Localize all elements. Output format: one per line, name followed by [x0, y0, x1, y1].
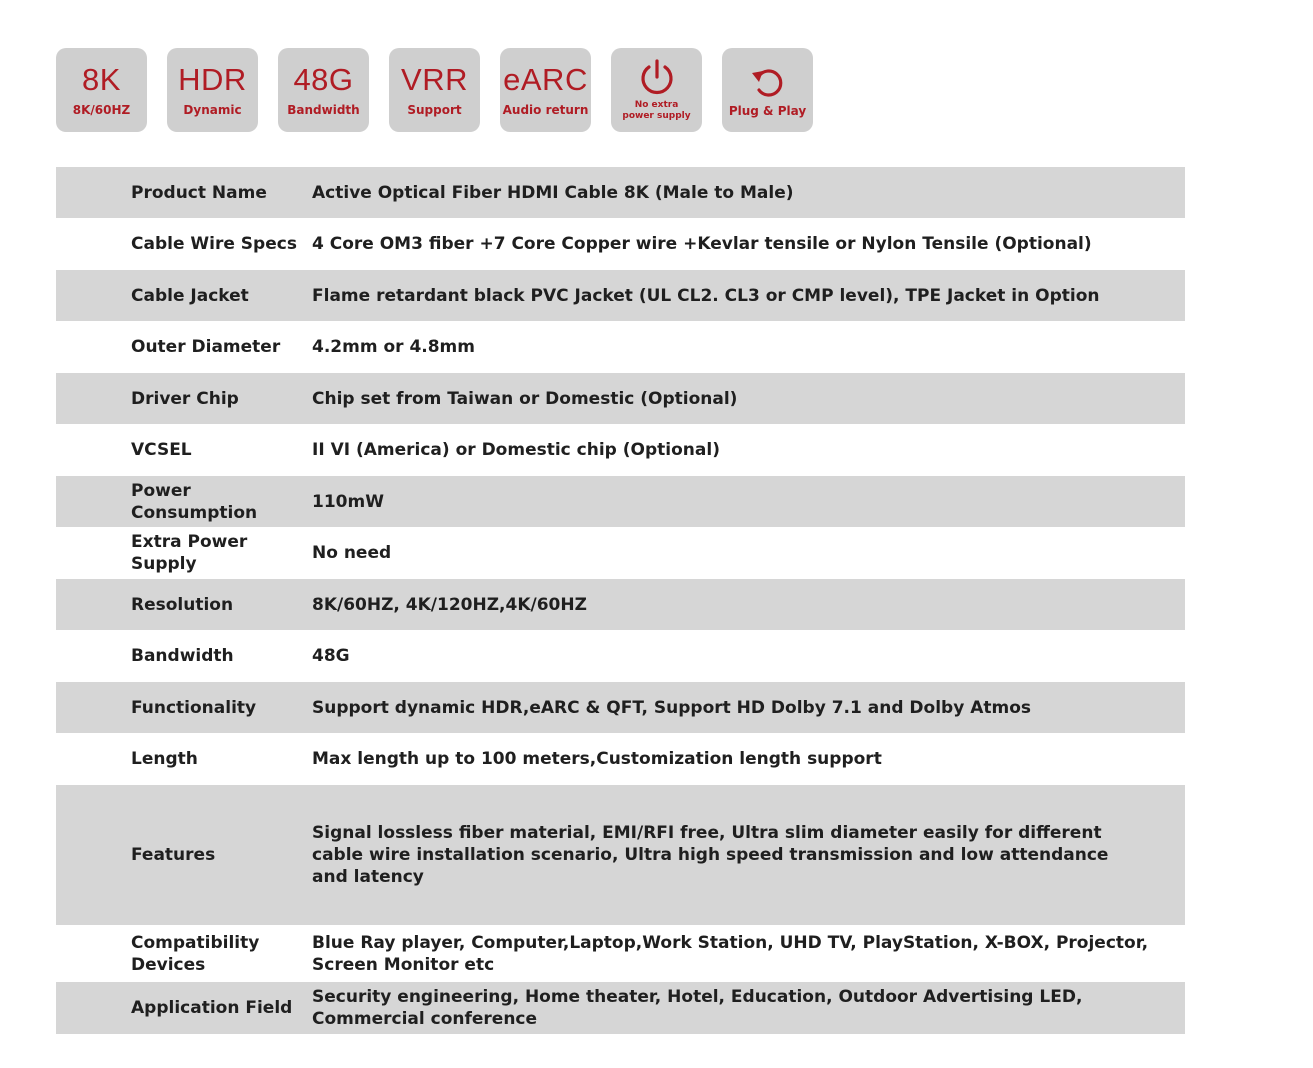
- spec-label: VCSEL: [131, 440, 192, 460]
- spec-value: 110mW: [312, 491, 384, 512]
- spec-label: Functionality: [131, 697, 257, 718]
- spec-label: Compatibility Devices: [131, 932, 260, 975]
- spec-row: [56, 527, 1185, 579]
- spec-value: Active Optical Fiber HDMI Cable 8K (Male to Male): [312, 182, 794, 203]
- spec-label: Bandwidth: [131, 646, 234, 666]
- badge-48g-title: 48G: [293, 62, 354, 97]
- spec-label: Features: [131, 845, 216, 865]
- spec-row: [56, 682, 1185, 733]
- badge-earc: [500, 48, 591, 132]
- spec-value: Blue Ray player, Computer,Laptop,Work Station, UHD TV, PlayStation, X-BOX, Projector, Screen Monitor etc: [312, 932, 1149, 975]
- spec-value: Signal lossless fiber material, EMI/RFI free, Ultra slim diameter easily for different cable wire installation scenario, Ultra high speed transmission and low attendance and latency: [312, 823, 1109, 887]
- spec-value: Chip set from Taiwan or Domestic (Optional): [312, 388, 738, 409]
- badge-vrr-title: VRR: [401, 62, 468, 97]
- badge-8k-title: 8K: [82, 62, 121, 97]
- replay-icon: [746, 62, 790, 102]
- spec-value: 4 Core OM3 fiber +7 Core Copper wire +Kevlar tensile or Nylon Tensile (Optional): [312, 234, 1092, 254]
- badge-earc-caption: Audio return: [502, 103, 589, 117]
- badge-48g: [278, 48, 369, 132]
- spec-label: Application Field: [131, 998, 293, 1018]
- spec-value: No need: [312, 543, 392, 563]
- spec-row: [56, 630, 1185, 682]
- feature-badges: [56, 48, 813, 132]
- badge-48g-caption: Bandwidth: [287, 103, 360, 117]
- spec-value: Security engineering, Home theater, Hotel, Education, Outdoor Advertising LED, Commercial conference: [312, 987, 1083, 1029]
- power-icon: [637, 58, 677, 98]
- spec-value: 48G: [312, 646, 350, 666]
- spec-value: Flame retardant black PVC Jacket (UL CL2. CL3 or CMP level), TPE Jacket in Option: [312, 285, 1100, 306]
- spec-row: [56, 167, 1185, 218]
- spec-row: [56, 733, 1185, 785]
- spec-row: [56, 982, 1185, 1034]
- badge-hdr-caption: Dynamic: [183, 103, 242, 117]
- spec-row: [56, 476, 1185, 527]
- badge-earc-title: eARC: [503, 62, 588, 97]
- spec-value: Support dynamic HDR,eARC & QFT, Support HD Dolby 7.1 and Dolby Atmos: [312, 697, 1031, 718]
- badge-hdr-title: HDR: [178, 62, 247, 97]
- spec-value: Max length up to 100 meters,Customization length support: [312, 749, 882, 769]
- spec-label: Outer Diameter: [131, 337, 281, 357]
- badge-8k: [56, 48, 147, 132]
- spec-label: Extra Power Supply: [131, 532, 248, 574]
- spec-label: Product Name: [131, 182, 267, 203]
- spec-row: [56, 270, 1185, 321]
- spec-label: Power Consumption: [131, 480, 258, 523]
- spec-row: [56, 218, 1185, 270]
- badge-power-caption: No extra power supply: [622, 100, 691, 121]
- spec-value: II VI (America) or Domestic chip (Optional): [312, 440, 720, 460]
- spec-row: [56, 785, 1185, 925]
- badge-vrr-caption: Support: [407, 103, 462, 117]
- spec-label: Driver Chip: [131, 388, 239, 409]
- badge-plug-play: [722, 48, 813, 132]
- badge-power: [611, 48, 702, 132]
- spec-label: Cable Wire Specs: [131, 234, 297, 254]
- badge-hdr: [167, 48, 258, 132]
- badge-8k-caption: 8K/60HZ: [72, 103, 131, 117]
- spec-row: [56, 373, 1185, 424]
- spec-row: [56, 925, 1185, 982]
- badge-vrr: [389, 48, 480, 132]
- badge-plug-play-caption: Plug & Play: [728, 104, 807, 118]
- spec-row: [56, 321, 1185, 373]
- spec-label: Cable Jacket: [131, 285, 249, 306]
- spec-label: Length: [131, 749, 198, 769]
- spec-row: [56, 424, 1185, 476]
- spec-label: Resolution: [131, 594, 234, 615]
- spec-value: 4.2mm or 4.8mm: [312, 337, 475, 357]
- spec-row: [56, 579, 1185, 630]
- spec-table: [56, 167, 1185, 1034]
- spec-value: 8K/60HZ, 4K/120HZ,4K/60HZ: [312, 594, 587, 615]
